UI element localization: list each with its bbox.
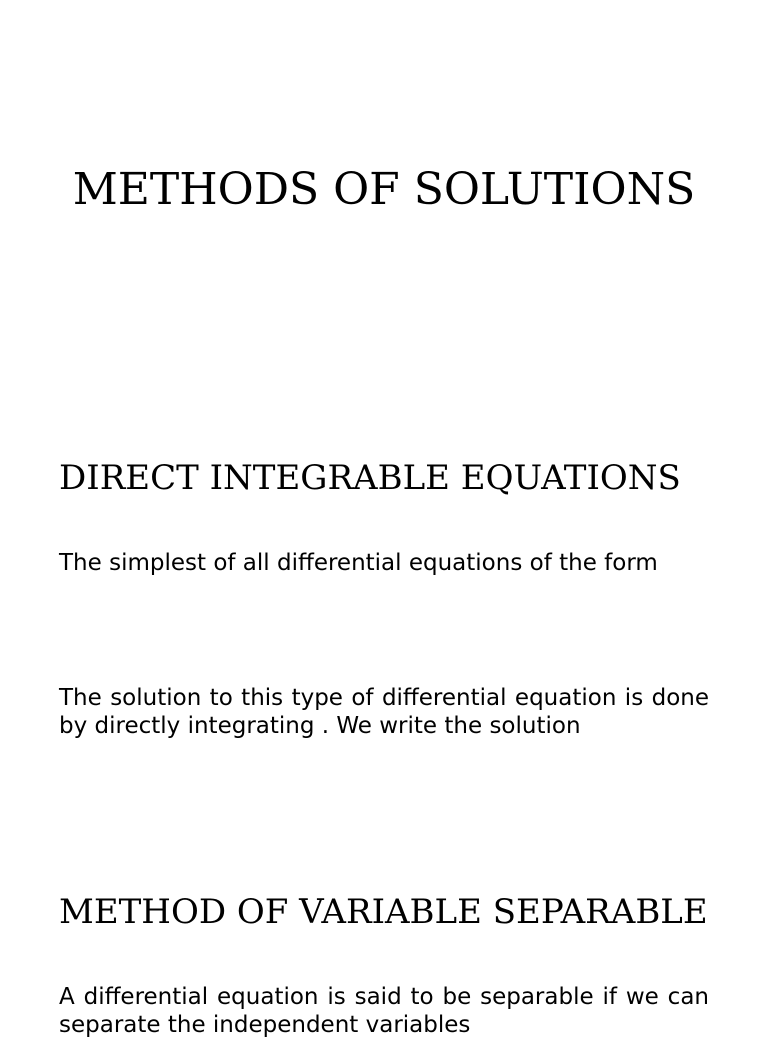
section-heading-variable-separable: METHOD OF VARIABLE SEPARABLE bbox=[59, 892, 708, 932]
section-heading-direct-integrable: DIRECT INTEGRABLE EQUATIONS bbox=[59, 458, 681, 498]
paragraph-separable-definition: A differential equation is said to be separable if we can separate the independent variables bbox=[59, 984, 709, 1038]
paragraph-simplest-form: The simplest of all differential equations of the form bbox=[59, 550, 658, 576]
page-title: METHODS OF SOLUTIONS bbox=[72, 164, 696, 215]
paragraph-solution-direct-integration: The solution to this type of differential equation is done by directly integrating . We write the solution bbox=[59, 685, 709, 739]
